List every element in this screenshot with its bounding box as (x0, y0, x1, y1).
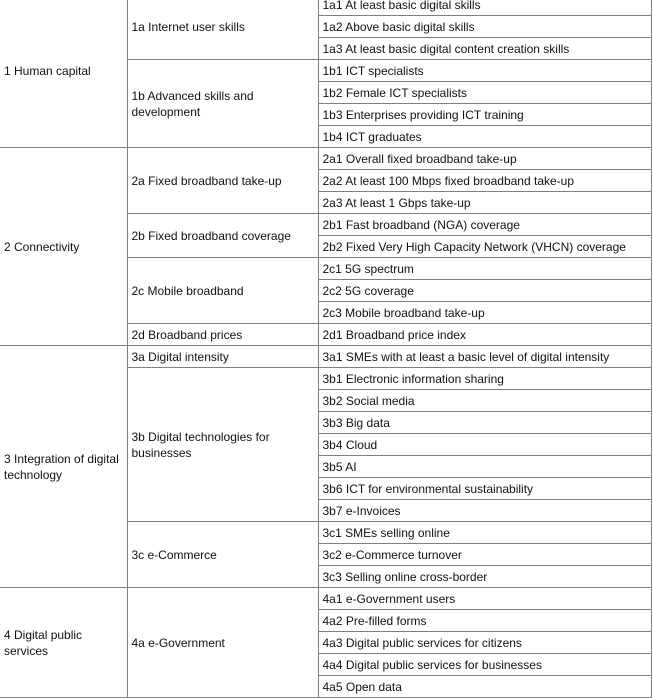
sub-dimension-cell: 4a e-Government (127, 588, 318, 698)
indicator-cell: 3b2 Social media (318, 390, 651, 412)
indicator-cell: 3b7 e-Invoices (318, 500, 651, 522)
indicator-cell: 2a2 At least 100 Mbps fixed broadband take-up (318, 170, 651, 192)
indicator-cell: 3c3 Selling online cross-border (318, 566, 651, 588)
indicator-cell: 1b3 Enterprises providing ICT training (318, 104, 651, 126)
sub-dimension-cell: 2c Mobile broadband (127, 258, 318, 324)
indicator-cell: 1a1 At least basic digital skills (318, 0, 651, 16)
indicator-cell: 2a3 At least 1 Gbps take-up (318, 192, 651, 214)
indicator-cell: 1a3 At least basic digital content creation skills (318, 38, 651, 60)
indicator-cell: 2b1 Fast broadband (NGA) coverage (318, 214, 651, 236)
indicator-cell: 2c3 Mobile broadband take-up (318, 302, 651, 324)
indicator-cell: 3b3 Big data (318, 412, 651, 434)
indicator-cell: 2d1 Broadband price index (318, 324, 651, 346)
indicator-cell: 3b5 AI (318, 456, 651, 478)
sub-dimension-cell: 2b Fixed broadband coverage (127, 214, 318, 258)
indicator-cell: 1b1 ICT specialists (318, 60, 651, 82)
dimension-cell: 4 Digital public services (0, 588, 127, 698)
indicator-cell: 2c1 5G spectrum (318, 258, 651, 280)
table-row (0, 588, 651, 610)
table-row (0, 346, 651, 368)
indicator-cell: 3b6 ICT for environmental sustainability (318, 478, 651, 500)
sub-dimension-cell: 2a Fixed broadband take-up (127, 148, 318, 214)
indicator-cell: 3b1 Electronic information sharing (318, 368, 651, 390)
indicator-cell: 1b4 ICT graduates (318, 126, 651, 148)
indicator-cell: 3b4 Cloud (318, 434, 651, 456)
dimension-cell: 3 Integration of digital technology (0, 346, 127, 588)
sub-dimension-cell: 3a Digital intensity (127, 346, 318, 368)
sub-dimension-cell: 1a Internet user skills (127, 0, 318, 60)
indicator-cell: 4a1 e-Government users (318, 588, 651, 610)
indicator-cell: 3c2 e-Commerce turnover (318, 544, 651, 566)
indicator-cell: 3c1 SMEs selling online (318, 522, 651, 544)
table-row (0, 0, 651, 16)
dimension-cell: 1 Human capital (0, 0, 127, 148)
indicator-cell: 1b2 Female ICT specialists (318, 82, 651, 104)
indicator-cell: 4a2 Pre-filled forms (318, 610, 651, 632)
sub-dimension-cell: 3c e-Commerce (127, 522, 318, 588)
indicator-cell: 4a5 Open data (318, 676, 651, 698)
sub-dimension-cell: 3b Digital technologies for businesses (127, 368, 318, 522)
indicator-cell: 2c2 5G coverage (318, 280, 651, 302)
sub-dimension-cell: 1b Advanced skills and development (127, 60, 318, 148)
indicator-cell: 4a4 Digital public services for businesses (318, 654, 651, 676)
indicator-cell: 4a3 Digital public services for citizens (318, 632, 651, 654)
dimension-cell: 2 Connectivity (0, 148, 127, 346)
indicator-cell: 2a1 Overall fixed broadband take-up (318, 148, 651, 170)
sub-dimension-cell: 2d Broadband prices (127, 324, 318, 346)
indicator-cell: 1a2 Above basic digital skills (318, 16, 651, 38)
table-row (0, 148, 651, 170)
indicator-cell: 3a1 SMEs with at least a basic level of digital intensity (318, 346, 651, 368)
indicator-cell: 2b2 Fixed Very High Capacity Network (VHCN) coverage (318, 236, 651, 258)
